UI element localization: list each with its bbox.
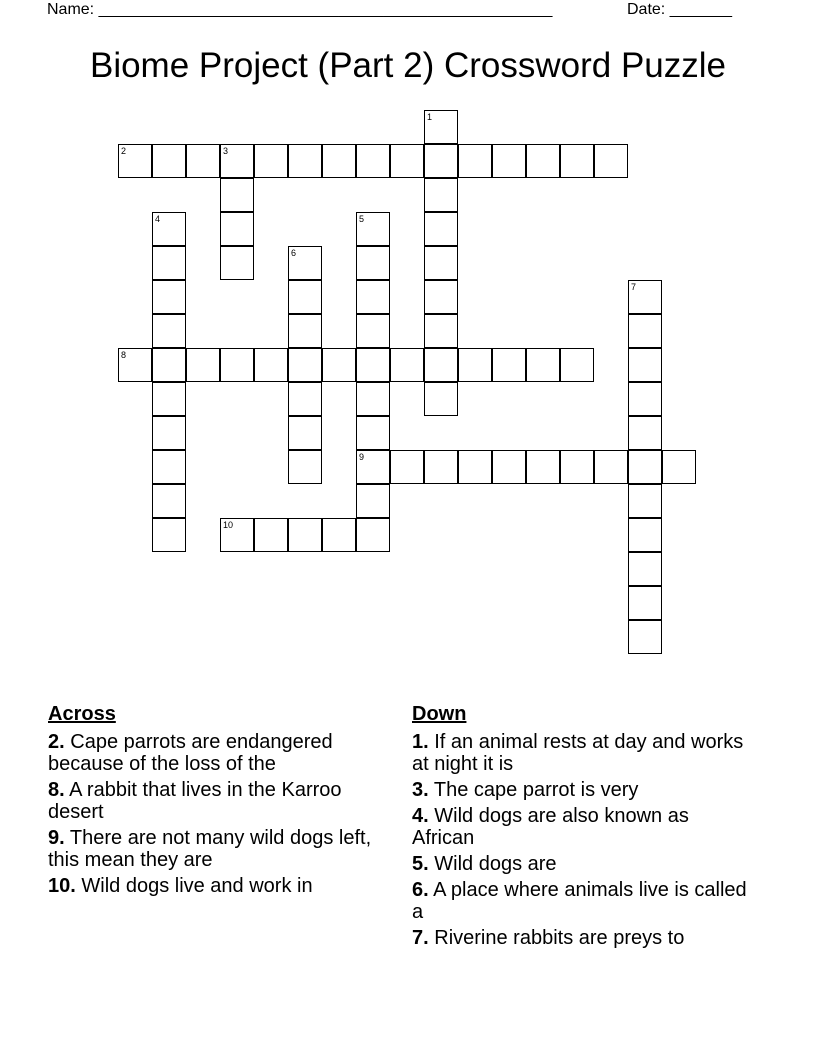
crossword-cell[interactable] [220, 246, 254, 280]
crossword-cell[interactable] [288, 416, 322, 450]
crossword-cell[interactable] [458, 348, 492, 382]
crossword-cell[interactable] [356, 246, 390, 280]
crossword-cell[interactable] [356, 450, 390, 484]
crossword-cell[interactable] [628, 382, 662, 416]
clue-across-8 [48, 779, 393, 823]
crossword-cell[interactable] [628, 552, 662, 586]
clue-across-9 [48, 827, 393, 871]
crossword-cell[interactable] [322, 518, 356, 552]
crossword-cell[interactable] [356, 314, 390, 348]
crossword-cell[interactable] [356, 484, 390, 518]
clue-across-2 [48, 731, 393, 775]
crossword-cell[interactable] [628, 348, 662, 382]
crossword-cell[interactable] [152, 450, 186, 484]
crossword-cell[interactable] [526, 144, 560, 178]
crossword-cell[interactable] [152, 348, 186, 382]
clue-text: Wild dogs live and work in [81, 875, 313, 897]
crossword-cell[interactable] [220, 518, 254, 552]
crossword-cell[interactable] [288, 246, 322, 280]
crossword-cell[interactable] [492, 450, 526, 484]
clue-number: 6. [412, 879, 429, 901]
crossword-cell[interactable] [492, 144, 526, 178]
clue-text: A rabbit that lives in the Karroo desert [48, 779, 342, 823]
crossword-cell[interactable] [254, 144, 288, 178]
down-heading: Down [412, 703, 467, 725]
clue-text: There are not many wild dogs left, this mean they are [48, 827, 372, 871]
crossword-cell[interactable] [220, 348, 254, 382]
crossword-cell[interactable] [152, 144, 186, 178]
crossword-cell[interactable] [118, 348, 152, 382]
cell-number: 10 [223, 520, 234, 530]
crossword-cell[interactable] [458, 144, 492, 178]
crossword-cell[interactable] [254, 348, 288, 382]
clue-text: Wild dogs are also known as African [412, 805, 689, 849]
clue-number: 3. [412, 779, 429, 801]
crossword-cell[interactable] [628, 416, 662, 450]
crossword-cell[interactable] [628, 620, 662, 654]
clue-number: 4. [412, 805, 429, 827]
clue-text: Cape parrots are endangered because of the loss of the [48, 731, 333, 775]
crossword-cell[interactable] [628, 586, 662, 620]
clue-number: 8. [48, 779, 65, 801]
name-field[interactable]: Name: ___________________________________________________ [47, 1, 553, 18]
crossword-cell[interactable] [356, 382, 390, 416]
crossword-cell[interactable] [152, 484, 186, 518]
crossword-cell[interactable] [594, 144, 628, 178]
crossword-cell[interactable] [424, 178, 458, 212]
crossword-cell[interactable] [424, 144, 458, 178]
crossword-cell[interactable] [356, 280, 390, 314]
clue-down-3 [412, 779, 752, 801]
crossword-cell[interactable] [594, 450, 628, 484]
crossword-cell[interactable] [424, 212, 458, 246]
clue-down-4 [412, 805, 752, 849]
crossword-cell[interactable] [628, 280, 662, 314]
crossword-cell[interactable] [322, 144, 356, 178]
crossword-cell[interactable] [628, 484, 662, 518]
crossword-cell[interactable] [424, 110, 458, 144]
crossword-cell[interactable] [560, 450, 594, 484]
clue-down-6 [412, 879, 752, 923]
crossword-cell[interactable] [424, 382, 458, 416]
crossword-cell[interactable] [186, 348, 220, 382]
clue-number: 9. [48, 827, 65, 849]
crossword-cell[interactable] [220, 144, 254, 178]
crossword-cell[interactable] [628, 518, 662, 552]
crossword-cell[interactable] [526, 450, 560, 484]
clue-number: 7. [412, 927, 429, 949]
clue-number: 1. [412, 731, 429, 753]
crossword-cell[interactable] [356, 348, 390, 382]
crossword-cell[interactable] [628, 314, 662, 348]
crossword-cell[interactable] [254, 518, 288, 552]
clue-number: 10. [48, 875, 76, 897]
crossword-cell[interactable] [526, 348, 560, 382]
crossword-cell[interactable] [390, 348, 424, 382]
crossword-cell[interactable] [458, 450, 492, 484]
clue-down-5 [412, 853, 752, 875]
crossword-cell[interactable] [288, 450, 322, 484]
cell-number: 3 [223, 146, 229, 156]
date-field[interactable]: Date: _______ [627, 1, 732, 18]
crossword-cell[interactable] [356, 212, 390, 246]
cell-number: 5 [359, 214, 365, 224]
crossword-cell[interactable] [424, 314, 458, 348]
crossword-cell[interactable] [152, 246, 186, 280]
cell-number: 2 [121, 146, 127, 156]
clue-number: 5. [412, 853, 429, 875]
cell-number: 7 [631, 282, 637, 292]
clue-number: 2. [48, 731, 65, 753]
crossword-cell[interactable] [356, 416, 390, 450]
clue-text: If an animal rests at day and works at night it is [412, 731, 744, 775]
clue-across-10 [48, 875, 393, 897]
crossword-cell[interactable] [288, 348, 322, 382]
crossword-cell[interactable] [662, 450, 696, 484]
down-clues [412, 703, 752, 953]
crossword-cell[interactable] [560, 348, 594, 382]
crossword-cell[interactable] [152, 518, 186, 552]
crossword-cell[interactable] [288, 314, 322, 348]
clue-down-1 [412, 731, 752, 775]
crossword-cell[interactable] [186, 144, 220, 178]
crossword-cell[interactable] [152, 416, 186, 450]
crossword-cell[interactable] [390, 450, 424, 484]
clue-down-7 [412, 927, 752, 949]
clue-text: The cape parrot is very [433, 779, 639, 801]
crossword-cell[interactable] [152, 212, 186, 246]
crossword-cell[interactable] [220, 178, 254, 212]
crossword-cell[interactable] [220, 212, 254, 246]
clue-text: Wild dogs are [434, 853, 557, 875]
page-title: Biome Project (Part 2) Crossword Puzzle [89, 46, 727, 85]
crossword-cell[interactable] [424, 280, 458, 314]
crossword-cell[interactable] [424, 246, 458, 280]
crossword-cell[interactable] [492, 348, 526, 382]
crossword-cell[interactable] [356, 144, 390, 178]
crossword-cell[interactable] [560, 144, 594, 178]
crossword-cell[interactable] [288, 144, 322, 178]
crossword-cell[interactable] [288, 280, 322, 314]
clue-text: Riverine rabbits are preys to [434, 927, 685, 949]
cell-number: 1 [427, 112, 433, 122]
crossword-cell[interactable] [152, 314, 186, 348]
crossword-cell[interactable] [118, 144, 152, 178]
crossword-cell[interactable] [390, 144, 424, 178]
across-heading: Across [48, 703, 116, 725]
cell-number: 6 [291, 248, 297, 258]
crossword-cell[interactable] [424, 348, 458, 382]
crossword-cell[interactable] [322, 348, 356, 382]
crossword-cell[interactable] [152, 382, 186, 416]
crossword-cell[interactable] [288, 382, 322, 416]
crossword-cell[interactable] [628, 450, 662, 484]
cell-number: 8 [121, 350, 127, 360]
cell-number: 4 [155, 214, 161, 224]
crossword-cell[interactable] [288, 518, 322, 552]
crossword-cell[interactable] [356, 518, 390, 552]
across-clues [48, 703, 393, 901]
crossword-cell[interactable] [424, 450, 458, 484]
crossword-cell[interactable] [152, 280, 186, 314]
clue-text: A place where animals live is called a [412, 879, 747, 923]
cell-number: 9 [359, 452, 365, 462]
